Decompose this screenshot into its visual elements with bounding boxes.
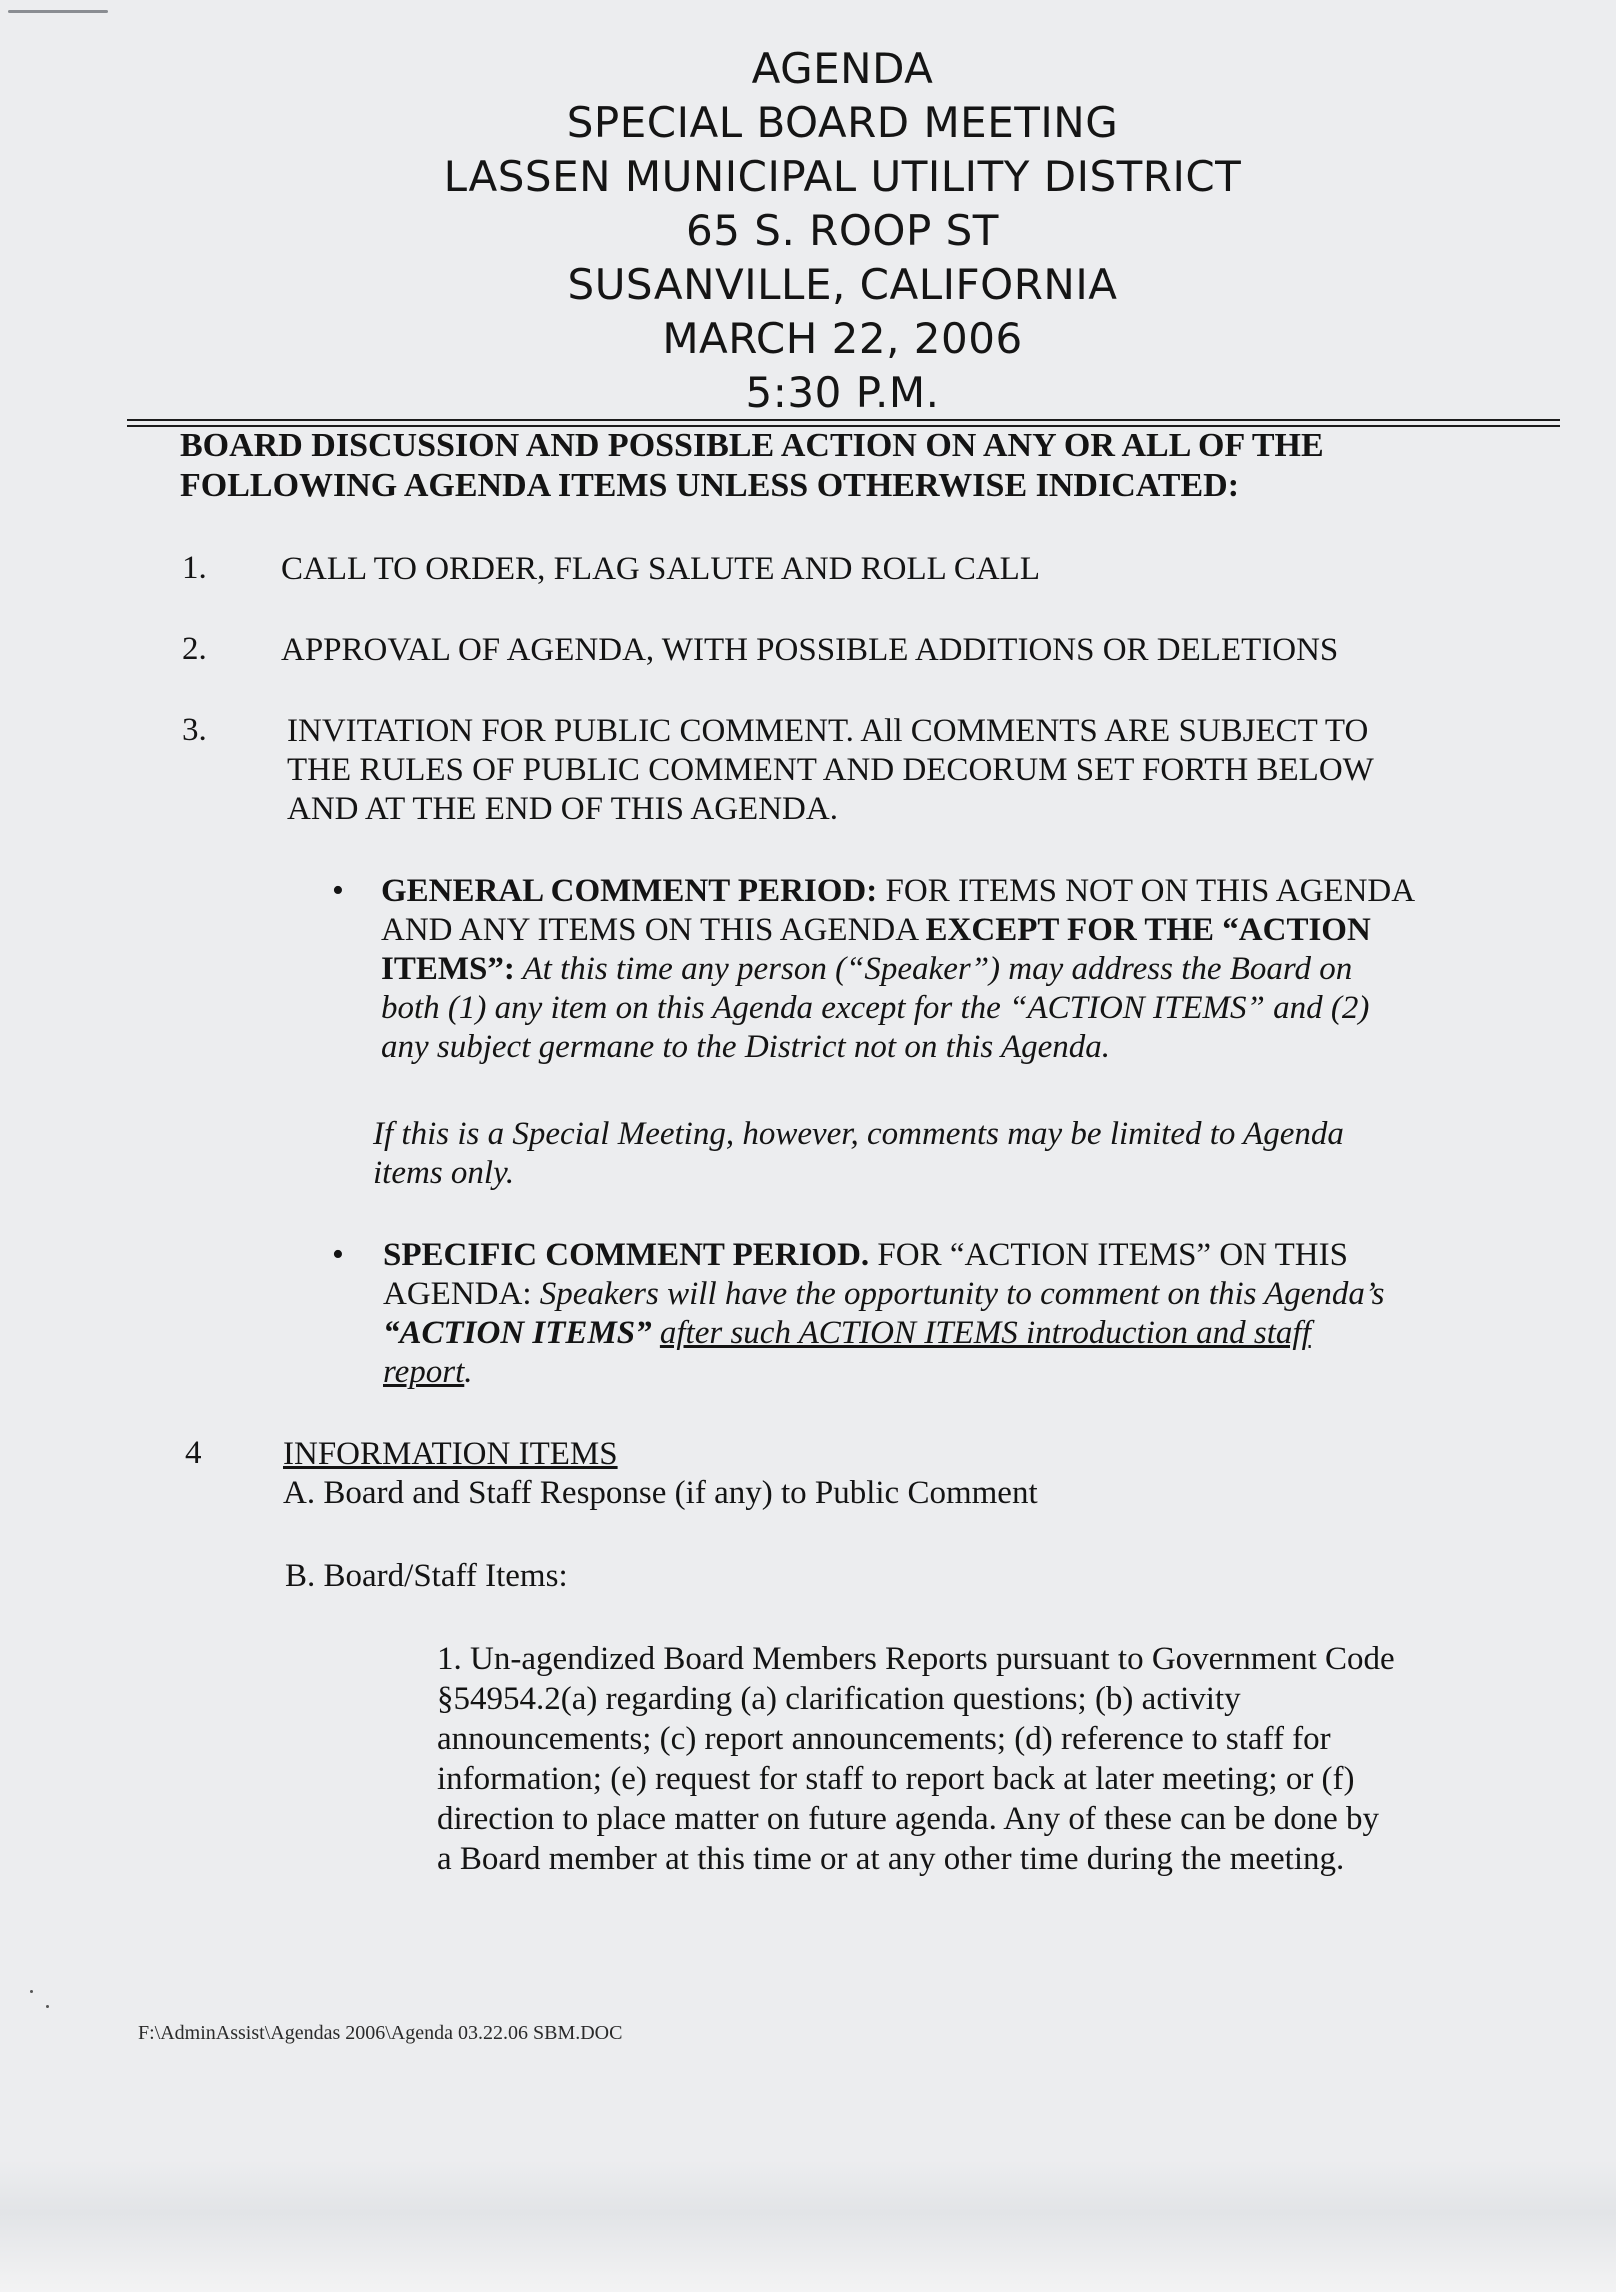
specific-comment-line-2-plain: AGENDA: xyxy=(383,1276,540,1312)
general-comment-period xyxy=(381,872,1415,1067)
item-4b-1-line-1: 1. Un-agendized Board Members Reports pursuant to Government Code xyxy=(437,1641,1395,1677)
general-comment-line-3-bold: ITEMS”: xyxy=(381,951,515,987)
header-line-title: AGENDA xyxy=(751,44,934,93)
item-4b-1 xyxy=(437,1639,1395,1879)
general-comment-line-3-italic: At this time any person (“Speaker”) may address the Board on xyxy=(514,951,1353,987)
scan-corner-mark xyxy=(8,10,108,13)
intro-line-1: BOARD DISCUSSION AND POSSIBLE ACTION ON ANY OR ALL OF THE xyxy=(180,427,1324,464)
specific-comment-line-2-italic: Speakers will have the opportunity to comment on this Agenda’s xyxy=(539,1276,1385,1312)
item-2-number: 2. xyxy=(182,631,207,667)
intro-line-2: FOLLOWING AGENDA ITEMS UNLESS OTHERWISE INDICATED: xyxy=(180,467,1240,504)
general-comment-line-2-bold: EXCEPT FOR THE “ACTION xyxy=(925,912,1371,948)
item-3-number: 3. xyxy=(182,712,207,748)
general-comment-line-1-rest: FOR ITEMS NOT ON THIS AGENDA xyxy=(877,873,1416,909)
item-2-text: APPROVAL OF AGENDA, WITH POSSIBLE ADDITIONS OR DELETIONS xyxy=(281,632,1339,668)
header-line-organization: LASSEN MUNICIPAL UTILITY DISTRICT xyxy=(443,152,1242,201)
item-3-line-2: THE RULES OF PUBLIC COMMENT AND DECORUM SET FORTH BELOW xyxy=(287,752,1374,788)
special-meeting-note xyxy=(373,1115,1344,1193)
item-4-block xyxy=(283,1435,1038,1513)
item-3-line-1: INVITATION FOR PUBLIC COMMENT. All COMMENTS ARE SUBJECT TO xyxy=(287,713,1369,749)
item-4b-1-line-4: information; (e) request for staff to report back at later meeting; or (f) xyxy=(437,1761,1355,1797)
item-4b-1-line-6: a Board member at this time or at any other time during the meeting. xyxy=(437,1841,1345,1877)
special-meeting-note-line-1: If this is a Special Meeting, however, comments may be limited to Agenda xyxy=(373,1116,1344,1152)
general-comment-line-5: any subject germane to the District not on this Agenda. xyxy=(381,1029,1110,1065)
specific-comment-period xyxy=(383,1236,1385,1392)
specific-comment-line-4-underlined: report xyxy=(383,1354,465,1390)
specific-comment-line-4-end: . xyxy=(464,1354,473,1390)
agenda-header xyxy=(120,42,1565,420)
general-comment-bullet: • xyxy=(332,872,344,909)
header-rule-top xyxy=(127,419,1560,421)
special-meeting-note-line-2: items only. xyxy=(373,1155,515,1191)
specific-comment-action-items: “ACTION ITEMS” xyxy=(383,1315,652,1351)
item-4b-1-line-2: §54954.2(a) regarding (a) clarification questions; (b) activity xyxy=(437,1681,1241,1717)
header-line-meeting-type: SPECIAL BOARD MEETING xyxy=(566,98,1119,147)
general-comment-heading: GENERAL COMMENT PERIOD: xyxy=(381,873,878,909)
header-line-time: 5:30 P.M. xyxy=(745,368,940,417)
specific-comment-line-3-underlined: after such ACTION ITEMS introduction and staff xyxy=(659,1315,1311,1351)
general-comment-line-2-plain: AND ANY ITEMS ON THIS AGENDA xyxy=(381,912,926,948)
item-4a: A. Board and Staff Response (if any) to Public Comment xyxy=(283,1475,1038,1511)
item-4b-1-line-3: announcements; (c) report announcements; (d) reference to staff for xyxy=(437,1721,1331,1757)
scan-shadow-band xyxy=(0,2160,1616,2292)
scan-speck xyxy=(30,1990,33,1993)
item-1-text: CALL TO ORDER, FLAG SALUTE AND ROLL CALL xyxy=(281,551,1040,587)
item-3-line-3: AND AT THE END OF THIS AGENDA. xyxy=(287,791,838,827)
item-3-text xyxy=(287,712,1374,829)
intro-statement xyxy=(180,426,1560,506)
specific-comment-heading: SPECIFIC COMMENT PERIOD. xyxy=(383,1237,870,1273)
information-items-title: INFORMATION ITEMS xyxy=(283,1436,618,1472)
item-1-number: 1. xyxy=(182,550,207,586)
specific-comment-bullet: • xyxy=(332,1236,344,1273)
header-line-street: 65 S. ROOP ST xyxy=(686,206,999,255)
specific-comment-line-1-rest: FOR “ACTION ITEMS” ON THIS xyxy=(869,1237,1348,1273)
header-line-city: SUSANVILLE, CALIFORNIA xyxy=(567,260,1118,309)
item-4b-1-line-5: direction to place matter on future agenda. Any of these can be done by xyxy=(437,1801,1379,1837)
header-line-date: MARCH 22, 2006 xyxy=(662,314,1023,363)
file-path-footer: F:\AdminAssist\Agendas 2006\Agenda 03.22.06 SBM.DOC xyxy=(138,2022,623,2044)
general-comment-line-4: both (1) any item on this Agenda except for the “ACTION ITEMS” and (2) xyxy=(381,990,1370,1026)
scan-speck xyxy=(46,2005,49,2008)
item-4b: B. Board/Staff Items: xyxy=(285,1558,568,1594)
item-4-number: 4 xyxy=(185,1435,202,1471)
